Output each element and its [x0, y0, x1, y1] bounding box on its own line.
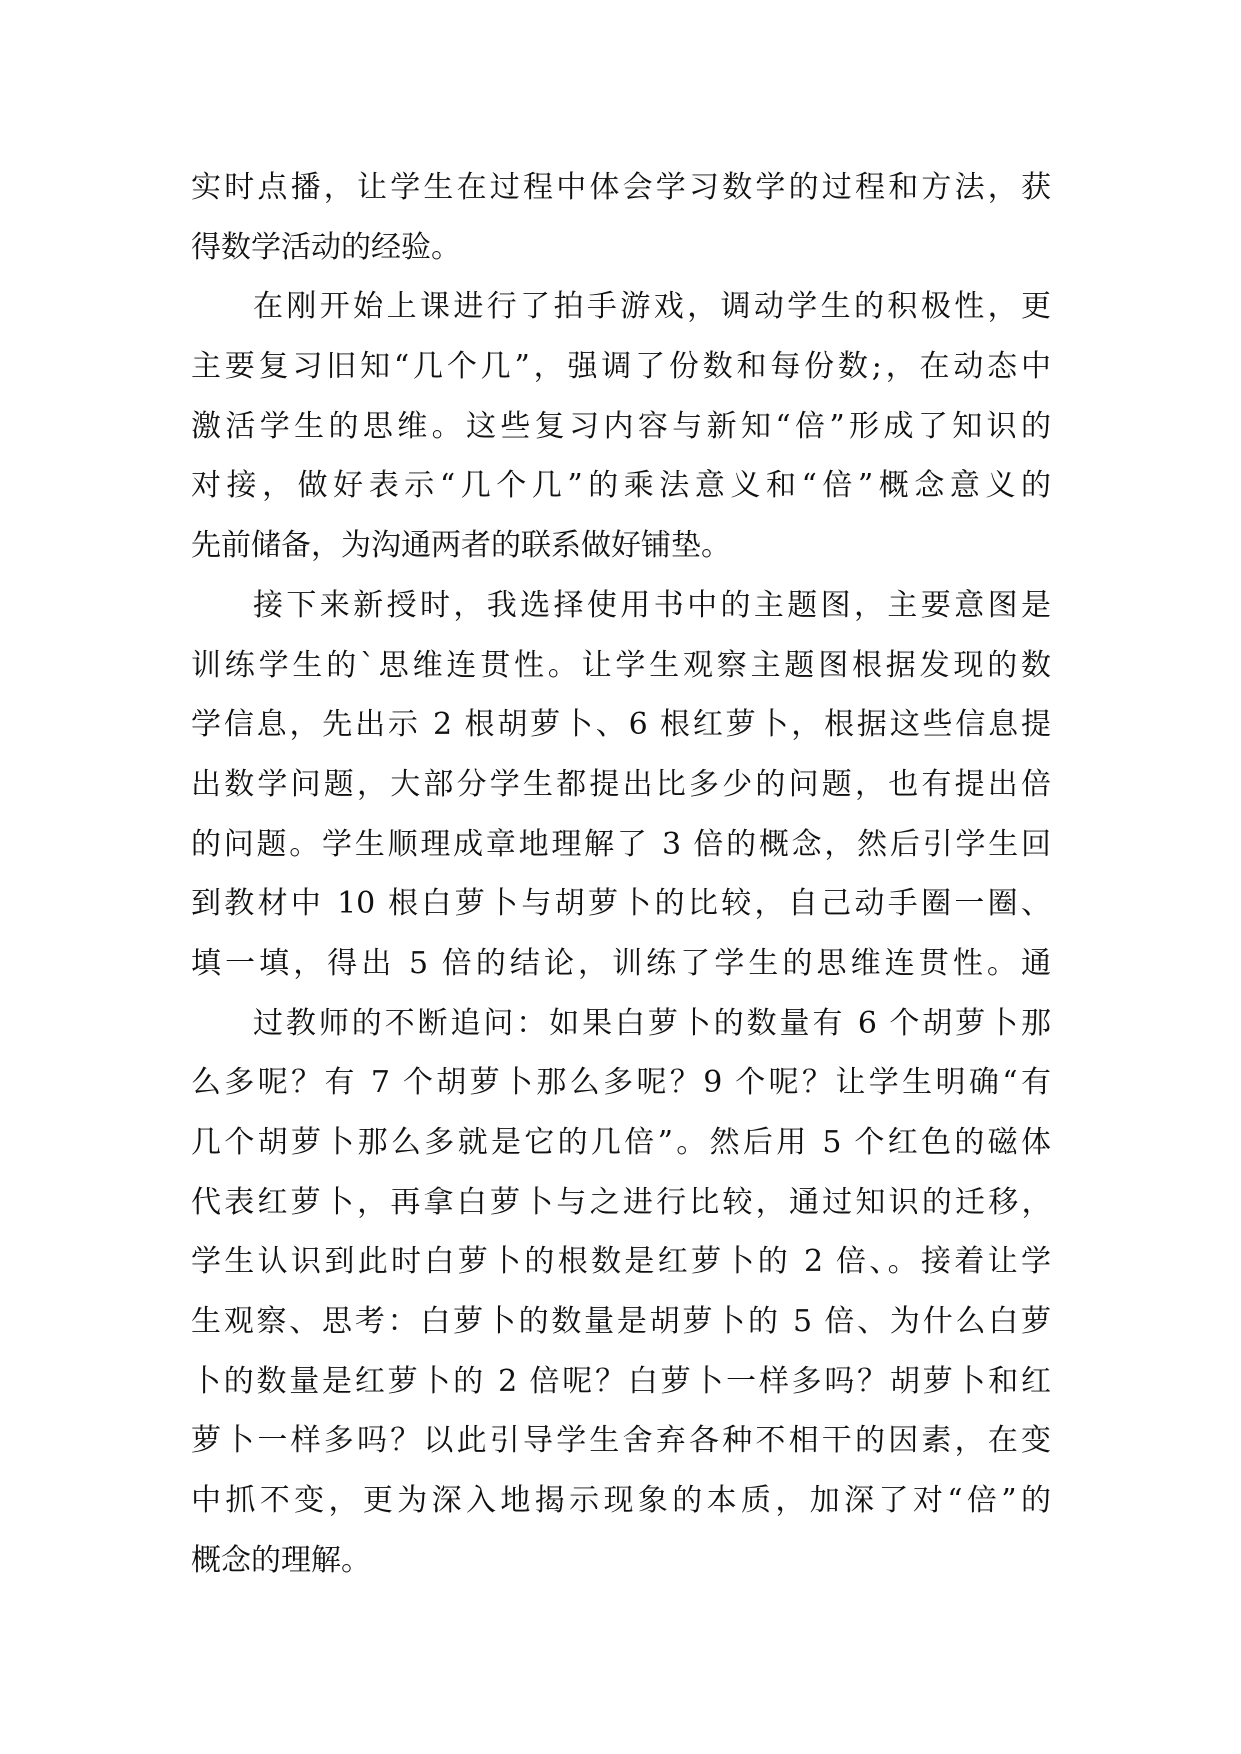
- paragraph: [191, 576, 1051, 994]
- text-line: 概念的理解。: [191, 1542, 371, 1578]
- paragraph: [191, 158, 1051, 277]
- text-line: 先前储备，为沟通两者的联系做好铺垫。: [191, 528, 731, 564]
- text-line: 卜的数量是红萝卜的 2 倍呢？白萝卜一样多吗？胡萝卜和红: [191, 1363, 1051, 1399]
- text-line: 得数学活动的经验。: [191, 229, 461, 265]
- paragraph: [191, 277, 1051, 575]
- text-line: 的问题。学生顺理成章地理解了 3 倍的概念，然后引学生回: [191, 826, 1051, 862]
- text-line: 出数学问题，大部分学生都提出比多少的问题，也有提出倍: [191, 766, 1051, 802]
- text-line: 到教材中 10 根白萝卜与胡萝卜的比较，自己动手圈一圈、: [191, 886, 1051, 922]
- text-line: 么多呢？有 7 个胡萝卜那么多呢？9 个呢？让学生明确“有: [191, 1065, 1051, 1101]
- text-line: 代表红萝卜，再拿白萝卜与之进行比较，通过知识的迁移，: [191, 1184, 1051, 1220]
- text-line: 实时点播，让学生在过程中体会学习数学的过程和方法，获: [191, 170, 1051, 205]
- paragraph: [191, 994, 1051, 1591]
- text-line: 在刚开始上课进行了拍手游戏，调动学生的积极性，更: [253, 289, 1051, 325]
- text-line: 学信息，先出示 2 根胡萝卜、6 根红萝卜，根据这些信息提: [191, 707, 1051, 743]
- text-line: 中抓不变，更为深入地揭示现象的本质，加深了对“倍”的: [191, 1483, 1051, 1519]
- text-line: 训练学生的`思维连贯性。让学生观察主题图根据发现的数: [191, 647, 1051, 683]
- text-line: 激活学生的思维。这些复习内容与新知“倍”形成了知识的: [191, 408, 1051, 444]
- text-line: 填一填，得出 5 倍的结论，训练了学生的思维连贯性。通: [191, 945, 1051, 981]
- text-line: 生观察、思考：白萝卜的数量是胡萝卜的 5 倍、为什么白萝: [191, 1304, 1051, 1340]
- text-line: 萝卜一样多吗？以此引导学生舍弃各种不相干的因素，在变: [191, 1423, 1051, 1459]
- text-line: 主要复习旧知“几个几”，强调了份数和每份数;，在动态中: [191, 349, 1051, 385]
- document-body: [191, 158, 1051, 1591]
- text-line: 过教师的不断追问：如果白萝卜的数量有 6 个胡萝卜那: [253, 1005, 1051, 1041]
- text-line: 接下来新授时，我选择使用书中的主题图，主要意图是: [253, 587, 1051, 623]
- text-line: 对接，做好表示“几个几”的乘法意义和“倍”概念意义的: [191, 468, 1051, 504]
- text-line: 几个胡萝卜那么多就是它的几倍”。然后用 5 个红色的磁体: [191, 1125, 1051, 1160]
- text-line: 学生认识到此时白萝卜的根数是红萝卜的 2 倍、。接着让学: [191, 1244, 1051, 1280]
